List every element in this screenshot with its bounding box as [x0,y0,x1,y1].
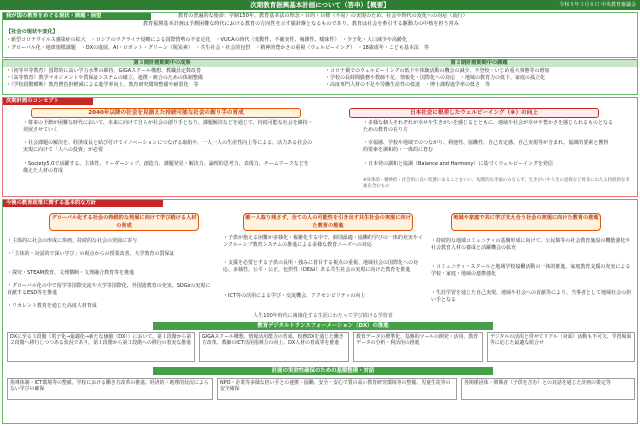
concept-right-item-3: ・日本発の調和と協調（Balance and Harmony）に基づくウェルビーイングを発信 [363,161,553,167]
challenges-label: 第３期計画期間中の課題 [321,60,637,67]
base-title: 計画の実効性確保のための基盤整備・対話 [153,367,493,375]
changes-line-1: ・新型コロナウイルス感染症の拡大 ・ロシアのウクライナ侵略による国際情勢の不安定化 ・VUCAの時代（変動性、不確実性、複雑性、曖昧性） ・少子化・人口減少や高齢化 [6,37,408,43]
dx-cell-3: 教育データの標準化、基盤的ツールの開発・活用、教育データの分析・利活用の推進 [353,332,483,362]
background-label: 我が国の教育をめぐる現状・課題・展望 [3,13,151,20]
achievement-2: ・（高等教育）教学マネジメントや質保証システムの確立、連携・統合のための体制整備 [6,75,203,81]
page-title: 次期教育振興基本計画について（答申）【概要】 [0,0,640,10]
concept-left-title: 2040年以降の社会を見据えた持続可能な社会の創り手の育成 [31,108,301,118]
concept-label: 次期計画のコンセプト [3,98,93,105]
concept-left-item-3: ・Society5.0で活躍する、主体性、リーダーシップ、創造力、課題発見・解決力、論理的思考力、表現力、チームワークなどを備えた人材の育成 [23,161,309,174]
background-text-1: 教育の普遍的な使命：学制150年、教育基本法の理念・目的・目標（不易）の実現のため、社会や時代の変化への対応（流行） [178,13,468,19]
concept-left-item-1: ・将来の予測が困難な時代において、未来に向けて自らが社会の創り手となり、課題解決などを通じて、持続可能な社会を維持・発展させていく [23,120,313,133]
policy-col2-item-2: ・支援を必要とする子供の長所・強みに着目する視点の重視、地域社会の国際化への対応、多様性、公平・公正、包摂性（DE&I）ある共生社会の実現に向けた教育を推進 [223,260,419,273]
concept-section [2,97,638,197]
background-text-2: 教育振興基本計画は予測困難な時代における教育の方向性を示す羅針盤となるものであり、教育は社会を牽引する駆動力の中核を担う営み [143,21,459,27]
policy-col3-item-1: ・持続的な地域コミュニティの基盤形成に向けて、公民館等の社会教育施設の機能強化や社会教育人材の養成と活躍機会の拡充 [431,238,631,251]
base-cell-1: 指導体制・ICT環境等の整備、学校における働き方改革の推進、経済的・地理的状況によらない学びの確保 [7,378,213,400]
policy-section [2,199,638,424]
policy-col1-title: グローバル化する社会の持続的な発展に向けて学び続ける人材の育成 [49,213,199,231]
policy-col2-item-3: ・ICT等の活用による学び・交流機会、アクセシビリティの向上 [223,293,366,299]
policy-col1-item-3: ・探究・STEAM教育、文理横断・文理融合教育等を推進 [7,270,135,276]
concept-right-item-2: ・幸福感、学校や地域でのつながり、利他性、協働性、自己肯定感、自己実現等が含まれ、協調的要素と獲得的要素を調和的・一体的に育む [363,140,609,153]
issue-date: 令和５年３月８日 中央教育審議会 [559,2,636,8]
policy-col3-title: 地域や家庭で共に学び支え合う社会の実現に向けた教育の推進 [451,213,601,231]
policy-label: 今後の教育政策に関する基本的な方針 [3,200,163,207]
challenge-2: ・学校の長時間勤務や教師不足、情報化・国際化への対応 ・地域の教育力の低下、家庭の孤立化 [325,75,546,81]
policy-col1-item-5: ・リカレント教育を通じた高度人材育成 [7,303,97,309]
policy-col1-item-1: ・主体的に社会の形成に参画、持続的な社会の発展に寄与 [7,238,138,244]
policy-col1-item-2: ・「主体的・対話的で深い学び」の視点からの授業改善、大学教育の質保証 [7,251,175,257]
policy-col3-item-2: ・コミュニティ・スクールと地域学校協働活動の一体的推進、家庭教育支援の充実による学校・家庭・地域の連携強化 [431,264,631,277]
dx-cell-4: デジタルの活用と併せてリアル（対面）活動も不可欠、学習場面等に応じた最適な組合せ [487,332,635,362]
achievement-1: ・（初等中等教育）国際的に高い学力水準の維持、GIGAスクール構想、教職員定数改善 [6,68,202,74]
achievement-3: ・（学校段階横断）教育費負担軽減による進学率向上、教育研究環境整備や耐震化 等 [6,82,199,88]
changes-label: 【社会の現状や変化】 [6,29,58,35]
dx-title: 教育デジタルトランスフォーメーション（DX）の推進 [153,322,493,330]
base-cell-2: NPO・企業等多様な担い手との連携・協働、安全・安心で質の高い教育研究環境等の整備、児童生徒等の安全確保 [217,378,457,400]
achievements-section [2,59,638,95]
policy-col3-item-3: ・生涯学習を通じた自己実現、地域や社会への貢献等により、当事者として地域社会の担い手となる [431,290,632,303]
concept-right-item-1: ・多様な個人それぞれが幸せや生きがいを感じるとともに、地域や社会が幸せや豊かさを感じられるものとなるための教育の在り方 [363,120,614,133]
concept-left-item-2: ・社会課題の解決を、経済成長と結び付けてイノベーションにつなげる取組や、一人一人の生産性向上等による、活力ある社会の実現に向けて「人への投資」が必要 [23,140,313,153]
dx-cell-2: GIGAスクール構想、情報活用能力の育成、校務DXを通じた働き方改革、教師のICT活用指導力の向上、DX人材の育成等を推進 [199,332,349,362]
policy-col2-item-1: ・子供が抱える困難が多様化・複雑化する中で、個別最適・協働的学びの一体的充実やインクルーシブ教育システムの推進による多様な教育ニーズへの対応 [223,235,423,248]
dx-cell-1: DXに至る３段階（電子化→最適化→新たな価値（DX））において、第１段階から第２段階へ移行しつつある状況であり、第１段階から第３段階への移行の着実な推進 [7,332,195,362]
challenge-1: ・コロナ禍でのウェルビーイングの低下や体験活動の機会の減少、不登校・いじめ重大事態等の増加 [325,68,550,74]
base-cell-3: 各関係団体・関係者（子供を含む）との対話を通じた計画の策定等 [461,378,635,400]
changes-line-2: ・グローバル化・地球規模課題 ・DXの進展、AI・ロボット・グリーン（脱炭素） ・共生社会・社会的包摂 ・精神的豊かさの重視（ウェルビーイング） ・18歳成年・こども基本法 等 [6,45,429,51]
concept-right-note: ※身体的・精神的・社会的に良い状態にあることをいい、短期的な幸福のみならず、生きがいや人生の意義など将来にわたる持続的な幸福を含むもの [363,178,630,189]
policy-col2-title: 誰一人取り残さず、全ての人の可能性を引き出す共生社会の実現に向けた教育の推進 [243,213,413,231]
concept-right-title: 日本社会に根差したウェルビーイング（※）の向上 [349,108,599,118]
background-section [2,12,638,58]
achievements-label: 第３期計画期間中の成果 [3,60,321,67]
lifelong-learner-note: 人生100年時代に複線化する生涯にわたって学び続ける学習者 [253,313,393,319]
policy-col1-item-4: ・グローバル化の中で留学等国際交流や大学等国際化、外国語教育の充実、SDGsの実現に貢献するESD等を推進 [7,283,211,296]
challenge-3: ・高度専門人材の不足や労働生産性の低迷 ・博士課程進学率の低さ 等 [325,82,491,88]
